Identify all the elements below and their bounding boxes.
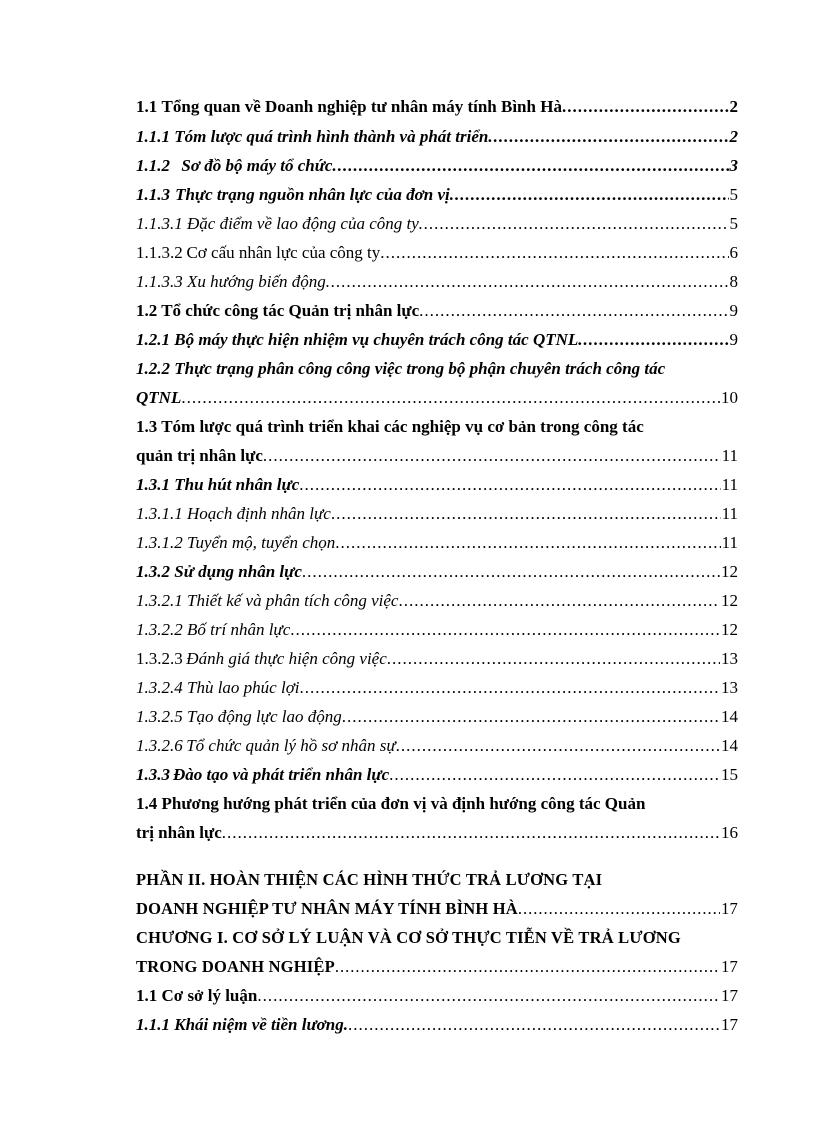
toc-page-number: 5 — [729, 214, 738, 233]
toc-entry-chapter-1[interactable] — [136, 923, 738, 981]
toc-leader — [578, 325, 728, 354]
toc-entry-title-line1: 1.2.2 Thực trạng phân công công việc trong bộ phận chuyên trách công tác — [136, 359, 666, 378]
toc-entry-1-3-2-2[interactable] — [136, 615, 738, 644]
toc-entry-ch1-1-1[interactable] — [136, 981, 738, 1010]
toc-entry-1-1-2[interactable] — [136, 151, 738, 180]
toc-entry-title: Thực trạng nguồn nhân lực của đơn vị — [175, 185, 450, 204]
toc-entry-title: 1.3.2 Sử dụng nhân lực — [136, 562, 302, 581]
toc-entry-1-3-1[interactable] — [136, 470, 738, 499]
toc-entry-1-3-2-6[interactable] — [136, 731, 738, 760]
toc-leader — [326, 267, 729, 296]
toc-leader — [348, 1010, 720, 1039]
toc-entry-1-1[interactable] — [136, 92, 738, 122]
toc-entry-1-3-2-1[interactable] — [136, 586, 738, 615]
toc-leader — [332, 151, 728, 180]
toc-entry-number: 1.3.2.3 — [136, 649, 183, 668]
toc-page-number: 2 — [729, 97, 738, 116]
toc-page-number: 15 — [721, 765, 738, 784]
toc-leader — [419, 296, 728, 325]
toc-entry-title: 1.1 Cơ sở lý luận — [136, 986, 258, 1005]
toc-entry-title: Tổ chức quản lý hồ sơ nhân sự — [186, 736, 396, 755]
toc-leader — [257, 981, 720, 1010]
toc-leader — [389, 760, 720, 789]
toc-page-number: 9 — [729, 301, 738, 320]
toc-entry-1-3-1-2[interactable] — [136, 528, 738, 557]
toc-entry-title-line1: 1.3 Tóm lược quá trình triển khai các nghiệp vụ cơ bản trong công tác — [136, 417, 644, 436]
toc-entry-title: 1.3.2.1 Thiết kế và phân tích công việc — [136, 591, 399, 610]
toc-leader — [302, 557, 720, 586]
toc-page-number: 12 — [721, 562, 738, 581]
toc-page-number: 6 — [729, 243, 738, 262]
toc-leader — [450, 180, 729, 209]
toc-page-number: 11 — [721, 475, 738, 494]
toc-page-number: 16 — [721, 823, 738, 842]
toc-entry-title: Xu hướng biến động — [187, 272, 326, 291]
toc-leader — [335, 952, 720, 981]
toc-page-number: 12 — [721, 620, 738, 639]
toc-leader — [181, 383, 720, 412]
toc-leader — [562, 92, 729, 121]
toc-entry-title: 1.1.1 Khái niệm về tiền lương. — [136, 1015, 348, 1034]
toc-leader — [387, 644, 720, 673]
toc-entry-1-2-1[interactable] — [136, 325, 738, 354]
toc-entry-title: Đánh giá thực hiện công việc — [186, 649, 387, 668]
toc-entry-title: 1.2 Tổ chức công tác Quản trị nhân lực — [136, 301, 420, 320]
toc-entry-line2 — [136, 894, 738, 923]
toc-entry-title: Sơ đồ bộ máy tổ chức — [181, 156, 333, 175]
toc-leader — [335, 528, 720, 557]
toc-entry-1-3[interactable] — [136, 412, 738, 470]
toc-entry-1-3-2-4[interactable] — [136, 673, 738, 702]
toc-page-number: 11 — [721, 504, 738, 523]
toc-entry-title: Đào tạo và phát triển nhân lực — [173, 765, 390, 784]
toc-entry-title: Tổng quan về Doanh nghiệp tư nhân máy tính Bình Hà — [161, 97, 562, 116]
toc-entry-1-3-3[interactable] — [136, 760, 738, 789]
toc-page-number: 13 — [721, 649, 738, 668]
toc-entry-line2 — [136, 818, 738, 847]
toc-entry-title: 1.1.1 Tóm lược quá trình hình thành và phát triển — [136, 127, 489, 146]
toc-entry-line2 — [136, 441, 738, 470]
toc-page-number: 17 — [721, 1015, 738, 1034]
toc-leader — [263, 441, 721, 470]
toc-entry-part-2[interactable] — [136, 865, 738, 923]
toc-page-number: 8 — [729, 272, 738, 291]
toc-entry-title-line2: quản trị nhân lực — [136, 446, 263, 465]
toc-entry-1-4[interactable] — [136, 789, 738, 847]
toc-entry-1-3-2-5[interactable] — [136, 702, 738, 731]
toc-entry-1-1-3-1[interactable] — [136, 209, 738, 238]
toc-page-number: 11 — [721, 446, 738, 465]
toc-entry-title-line1: 1.4 Phương hướng phát triển của đơn vị và định hướng công tác Quản — [136, 794, 646, 813]
toc-entry-line2 — [136, 383, 738, 412]
toc-entry-number: 1.1.3 — [136, 185, 170, 204]
toc-entry-title: 1.3.2.4 Thù lao phúc lợi — [136, 678, 300, 697]
toc-entry-number: 1.1.2 — [136, 156, 170, 175]
toc-entry-1-1-1[interactable] — [136, 122, 738, 151]
toc-page-number: 11 — [721, 533, 738, 552]
toc-page-number: 9 — [729, 330, 738, 349]
toc-leader — [488, 122, 728, 151]
toc-leader — [290, 615, 720, 644]
toc-entry-title-line2: TRONG DOANH NGHIỆP — [136, 957, 335, 976]
toc-entry-title: 1.3.1.2 Tuyển mộ, tuyển chọn — [136, 533, 336, 552]
toc-entry-title: 1.1.3.1 Đặc điểm về lao động của công ty — [136, 214, 419, 233]
toc-entry-number: 1.3.3 — [136, 765, 170, 784]
toc-page-number: 17 — [721, 986, 738, 1005]
toc-entry-1-2[interactable] — [136, 296, 738, 325]
toc-leader — [398, 586, 720, 615]
toc-page-number: 3 — [729, 156, 738, 175]
toc-entry-title: 1.3.2.5 Tạo động lực lao động — [136, 707, 342, 726]
toc-entry-title-line1: PHẦN II. HOÀN THIỆN CÁC HÌNH THỨC TRẢ LƯƠNG TẠI — [136, 870, 603, 889]
toc-entry-1-1-3[interactable] — [136, 180, 738, 209]
toc-entry-title-line2: trị nhân lực — [136, 823, 222, 842]
toc-entry-line2 — [136, 952, 738, 981]
toc-entry-title-line1: CHƯƠNG I. CƠ SỞ LÝ LUẬN VÀ CƠ SỞ THỰC TIỄN VỀ TRẢ LƯƠNG — [136, 928, 681, 947]
toc-entry-ch1-1-1-1[interactable] — [136, 1010, 738, 1039]
toc-leader — [342, 702, 720, 731]
toc-page-number: 10 — [721, 388, 738, 407]
toc-entry-1-3-1-1[interactable] — [136, 499, 738, 528]
toc-entry-number: 1.1.3.3 — [136, 272, 183, 291]
toc-entry-number: 1.1 — [136, 97, 158, 116]
toc-entry-1-3-2-3[interactable] — [136, 644, 738, 673]
toc-entry-title-line2: QTNL — [136, 388, 182, 407]
toc-page-number: 5 — [729, 185, 738, 204]
toc-page-number: 14 — [721, 736, 738, 755]
toc-page-number: 14 — [721, 707, 738, 726]
toc-leader — [299, 470, 720, 499]
toc-leader — [222, 818, 720, 847]
toc-entry-1-1-3-2[interactable] — [136, 238, 738, 267]
toc-entry-title: Cơ cấu nhân lực của công ty — [186, 243, 381, 262]
toc-entry-1-2-2[interactable] — [136, 354, 738, 412]
toc-page-number: 17 — [721, 899, 738, 918]
toc-entry-number: 1.3.2.6 — [136, 736, 183, 755]
toc-entry-title-line2: DOANH NGHIỆP TƯ NHÂN MÁY TÍNH BÌNH HÀ — [136, 899, 518, 918]
toc-entry-title: 1.3.1.1 Hoạch định nhân lực — [136, 504, 331, 523]
toc-page-number: 17 — [721, 957, 738, 976]
toc-page-number: 13 — [721, 678, 738, 697]
toc-entry-1-1-3-3[interactable] — [136, 267, 738, 296]
toc-leader — [380, 238, 728, 267]
table-of-contents — [136, 92, 738, 1039]
toc-entry-title: 1.3.2.2 Bố trí nhân lực — [136, 620, 291, 639]
toc-leader — [396, 731, 720, 760]
toc-leader — [419, 209, 729, 238]
toc-leader — [300, 673, 721, 702]
toc-leader — [331, 499, 721, 528]
toc-page-number: 12 — [721, 591, 738, 610]
toc-leader — [518, 894, 720, 923]
toc-entry-number: 1.1.3.2 — [136, 243, 183, 262]
toc-entry-title: 1.2.1 Bộ máy thực hiện nhiệm vụ chuyên trách công tác QTNL — [136, 330, 579, 349]
toc-page-number: 2 — [729, 127, 738, 146]
toc-entry-title: 1.3.1 Thu hút nhân lực — [136, 475, 300, 494]
toc-entry-1-3-2[interactable] — [136, 557, 738, 586]
